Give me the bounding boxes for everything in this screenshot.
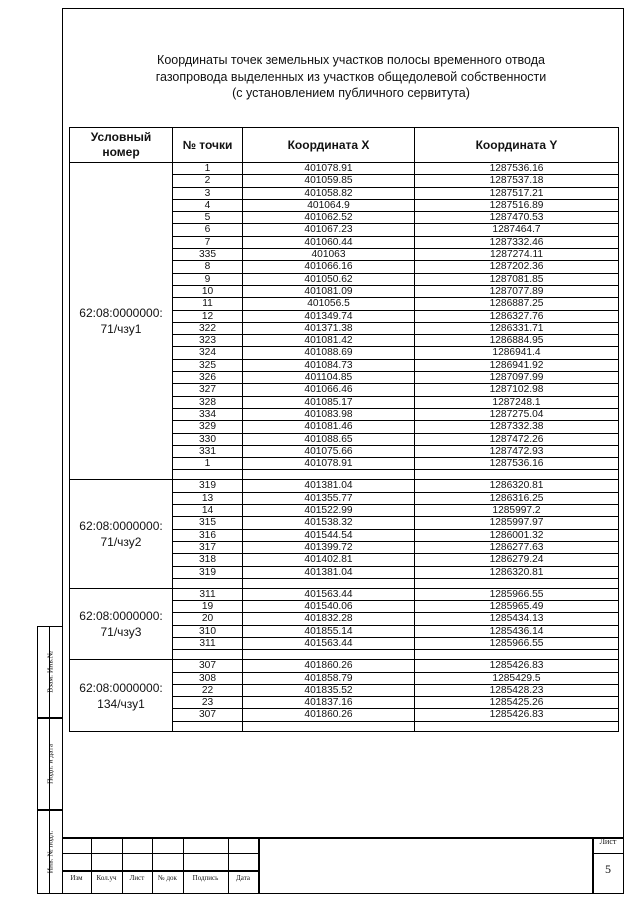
coordinate-y-cell: 1287102.98 — [415, 384, 619, 396]
stamp-col-line — [258, 837, 260, 894]
coordinate-x-cell: 401056.5 — [243, 298, 415, 310]
point-number-cell: 1 — [173, 458, 243, 470]
coordinate-y-cell: 1287081.85 — [415, 273, 619, 285]
point-number-cell: 319 — [173, 480, 243, 492]
coordinate-x-cell: 401063 — [243, 249, 415, 261]
point-number-cell: 334 — [173, 408, 243, 420]
coordinate-x-cell: 401538.32 — [243, 517, 415, 529]
coordinate-x-cell: 401084.73 — [243, 359, 415, 371]
coordinate-y-cell: 1287472.26 — [415, 433, 619, 445]
point-number-cell: 310 — [173, 625, 243, 637]
point-number-cell: 323 — [173, 335, 243, 347]
point-number-cell: 326 — [173, 372, 243, 384]
coordinate-x-cell: 401855.14 — [243, 625, 415, 637]
table-header-row — [70, 128, 619, 163]
table-row — [70, 163, 619, 175]
document-title — [62, 52, 640, 102]
point-number-cell: 23 — [173, 697, 243, 709]
coordinate-x-cell: 401104.85 — [243, 372, 415, 384]
point-number-cell: 12 — [173, 310, 243, 322]
table-row — [70, 660, 619, 672]
title-line-3: (с установлением публичного сервитута) — [232, 86, 470, 100]
table-row — [70, 480, 619, 492]
point-number-cell: 9 — [173, 273, 243, 285]
point-number-cell: 1 — [173, 163, 243, 175]
coordinate-y-cell: 1286327.76 — [415, 310, 619, 322]
coordinate-x-cell: 401381.04 — [243, 566, 415, 578]
conditional-number-cell: 62:08:0000000: 71/чзу3 — [70, 588, 173, 659]
coordinate-y-cell: 1285966.55 — [415, 637, 619, 649]
stamp-col-line — [122, 837, 123, 894]
point-number-cell: 308 — [173, 672, 243, 684]
header-coordinate-y: Координата Y — [415, 128, 619, 163]
coordinate-y-cell: 1285436.14 — [415, 625, 619, 637]
coordinate-y-cell: 1286279.24 — [415, 554, 619, 566]
coordinate-y-cell: 1286320.81 — [415, 566, 619, 578]
coordinate-x-cell: 401837.16 — [243, 697, 415, 709]
coordinate-x-cell: 401563.44 — [243, 588, 415, 600]
coordinate-y-cell: 1287470.53 — [415, 212, 619, 224]
coordinate-y-cell: 1287517.21 — [415, 187, 619, 199]
coordinate-x-cell: 401062.52 — [243, 212, 415, 224]
point-number-cell: 324 — [173, 347, 243, 359]
coordinate-y-cell: 1286277.63 — [415, 541, 619, 553]
point-number-cell: 307 — [173, 709, 243, 721]
stamp-col-line — [183, 837, 184, 894]
point-number-cell: 22 — [173, 684, 243, 696]
stamp-col-line — [152, 837, 153, 894]
coordinate-x-cell — [243, 721, 415, 731]
point-number-cell: 311 — [173, 637, 243, 649]
coordinate-x-cell: 401058.82 — [243, 187, 415, 199]
coordinate-x-cell: 401860.26 — [243, 709, 415, 721]
stamp-label-count: Кол.уч — [96, 874, 117, 882]
point-number-cell: 5 — [173, 212, 243, 224]
title-line-1: Координаты точек земельных участков полосы временного отвода — [157, 53, 545, 67]
point-number-cell: 11 — [173, 298, 243, 310]
point-number-cell: 322 — [173, 322, 243, 334]
header-coordinate-x: Координата X — [243, 128, 415, 163]
coordinate-x-cell: 401078.91 — [243, 458, 415, 470]
coordinate-y-cell: 1287536.16 — [415, 163, 619, 175]
point-number-cell: 20 — [173, 613, 243, 625]
coordinate-x-cell: 401066.16 — [243, 261, 415, 273]
stamp-label-doc-number: № док — [158, 874, 177, 882]
coordinate-y-cell: 1287274.11 — [415, 249, 619, 261]
coordinate-x-cell: 401832.28 — [243, 613, 415, 625]
point-number-cell — [173, 650, 243, 660]
coordinate-x-cell — [243, 650, 415, 660]
coordinate-x-cell: 401399.72 — [243, 541, 415, 553]
coordinate-x-cell: 401349.74 — [243, 310, 415, 322]
side-field-replacement-inv: Взам. Инв.№ — [37, 626, 62, 718]
coordinate-y-cell: 1285428.23 — [415, 684, 619, 696]
coordinate-x-cell: 401066.46 — [243, 384, 415, 396]
point-number-cell: 4 — [173, 199, 243, 211]
coordinate-x-cell: 401381.04 — [243, 480, 415, 492]
coordinate-y-cell: 1286941.4 — [415, 347, 619, 359]
coordinate-y-cell: 1287537.18 — [415, 175, 619, 187]
coordinate-y-cell: 1287516.89 — [415, 199, 619, 211]
coordinate-y-cell: 1286320.81 — [415, 480, 619, 492]
coordinate-x-cell — [243, 470, 415, 480]
stamp-label-change: Изм — [70, 874, 83, 882]
coordinate-y-cell — [415, 650, 619, 660]
coordinate-x-cell: 401858.79 — [243, 672, 415, 684]
point-number-cell: 307 — [173, 660, 243, 672]
point-number-cell: 325 — [173, 359, 243, 371]
coordinate-y-cell: 1285425.26 — [415, 697, 619, 709]
coordinate-x-cell: 401081.09 — [243, 285, 415, 297]
coordinate-y-cell: 1286316.25 — [415, 492, 619, 504]
point-number-cell: 2 — [173, 175, 243, 187]
coordinate-x-cell: 401402.81 — [243, 554, 415, 566]
side-field-divider — [49, 626, 63, 894]
coordinate-x-cell: 401371.38 — [243, 322, 415, 334]
coordinate-y-cell: 1287097.99 — [415, 372, 619, 384]
header-point-number: № точки — [173, 128, 243, 163]
sheet-label: Лист — [599, 837, 617, 846]
coordinate-x-cell: 401540.06 — [243, 601, 415, 613]
conditional-number-cell: 62:08:0000000: 71/чзу2 — [70, 480, 173, 588]
coordinate-x-cell: 401067.23 — [243, 224, 415, 236]
point-number-cell: 315 — [173, 517, 243, 529]
conditional-number-cell: 62:08:0000000: 134/чзу1 — [70, 660, 173, 731]
title-line-2: газопровода выделенных из участков общедолевой собственности — [155, 69, 547, 84]
point-number-cell: 317 — [173, 541, 243, 553]
coordinate-x-cell: 401078.91 — [243, 163, 415, 175]
coordinate-y-cell: 1285426.83 — [415, 660, 619, 672]
point-number-cell — [173, 470, 243, 480]
point-number-cell: 318 — [173, 554, 243, 566]
coordinate-x-cell: 401059.85 — [243, 175, 415, 187]
point-number-cell: 3 — [173, 187, 243, 199]
point-number-cell: 330 — [173, 433, 243, 445]
stamp-top-border — [62, 837, 624, 839]
coordinate-x-cell: 401355.77 — [243, 492, 415, 504]
point-number-cell: 328 — [173, 396, 243, 408]
stamp-col-line — [228, 837, 229, 894]
coordinate-y-cell: 1285997.2 — [415, 505, 619, 517]
coordinate-y-cell: 1287332.38 — [415, 421, 619, 433]
coordinate-x-cell: 401563.44 — [243, 637, 415, 649]
point-number-cell: 316 — [173, 529, 243, 541]
point-number-cell: 331 — [173, 445, 243, 457]
point-number-cell: 335 — [173, 249, 243, 261]
sheet-box-line — [592, 853, 624, 854]
stamp-label-signature: Подпись — [192, 874, 219, 882]
side-field-original-inv: Инв. № подл. — [37, 810, 62, 894]
coordinates-table — [69, 127, 619, 732]
coordinate-y-cell: 1287275.04 — [415, 408, 619, 420]
coordinate-x-cell: 401064.9 — [243, 199, 415, 211]
coordinate-y-cell: 1287536.16 — [415, 458, 619, 470]
point-number-cell: 319 — [173, 566, 243, 578]
point-number-cell — [173, 578, 243, 588]
coordinate-y-cell: 1287472.93 — [415, 445, 619, 457]
coordinate-x-cell — [243, 578, 415, 588]
coordinate-y-cell: 1285965.49 — [415, 601, 619, 613]
point-number-cell: 14 — [173, 505, 243, 517]
coordinate-y-cell: 1287248.1 — [415, 396, 619, 408]
point-number-cell: 329 — [173, 421, 243, 433]
coordinate-y-cell: 1286331.71 — [415, 322, 619, 334]
point-number-cell: 8 — [173, 261, 243, 273]
conditional-number-cell: 62:08:0000000: 71/чзу1 — [70, 163, 173, 480]
stamp-col-line — [91, 837, 92, 894]
point-number-cell: 311 — [173, 588, 243, 600]
coordinate-y-cell: 1286884.95 — [415, 335, 619, 347]
coordinate-x-cell: 401075.66 — [243, 445, 415, 457]
stamp-label-date: Дата — [236, 874, 250, 882]
coordinate-y-cell: 1285429.5 — [415, 672, 619, 684]
coordinate-x-cell: 401522.99 — [243, 505, 415, 517]
coordinate-x-cell: 401060.44 — [243, 236, 415, 248]
table-row — [70, 588, 619, 600]
coordinate-y-cell: 1285434.13 — [415, 613, 619, 625]
point-number-cell: 10 — [173, 285, 243, 297]
coordinate-x-cell: 401088.69 — [243, 347, 415, 359]
coordinate-y-cell — [415, 470, 619, 480]
coordinate-y-cell: 1287464.7 — [415, 224, 619, 236]
point-number-cell: 19 — [173, 601, 243, 613]
point-number-cell: 327 — [173, 384, 243, 396]
point-number-cell: 6 — [173, 224, 243, 236]
stamp-label-sheet: Лист — [129, 874, 145, 882]
coordinate-x-cell: 401835.52 — [243, 684, 415, 696]
coordinate-x-cell: 401088.65 — [243, 433, 415, 445]
coordinate-y-cell: 1285997.97 — [415, 517, 619, 529]
point-number-cell: 7 — [173, 236, 243, 248]
coordinate-y-cell — [415, 578, 619, 588]
coordinate-x-cell: 401081.42 — [243, 335, 415, 347]
coordinate-x-cell: 401083.98 — [243, 408, 415, 420]
coordinate-y-cell: 1286001.32 — [415, 529, 619, 541]
coordinate-y-cell: 1287202.36 — [415, 261, 619, 273]
coordinate-y-cell: 1286887.25 — [415, 298, 619, 310]
coordinate-x-cell: 401050.62 — [243, 273, 415, 285]
coordinate-y-cell: 1285966.55 — [415, 588, 619, 600]
coordinate-y-cell — [415, 721, 619, 731]
coordinate-x-cell: 401081.46 — [243, 421, 415, 433]
coordinate-y-cell: 1285426.83 — [415, 709, 619, 721]
coordinate-x-cell: 401860.26 — [243, 660, 415, 672]
coordinate-x-cell: 401085.17 — [243, 396, 415, 408]
point-number-cell: 13 — [173, 492, 243, 504]
header-conditional-number: Условный номер — [70, 128, 173, 163]
coordinate-y-cell: 1286941.92 — [415, 359, 619, 371]
point-number-cell — [173, 721, 243, 731]
sheet-number: 5 — [605, 862, 611, 876]
side-field-signature-date: Подп. и дата — [37, 718, 62, 810]
coordinate-y-cell: 1287332.46 — [415, 236, 619, 248]
coordinate-y-cell: 1287077.89 — [415, 285, 619, 297]
coordinate-x-cell: 401544.54 — [243, 529, 415, 541]
